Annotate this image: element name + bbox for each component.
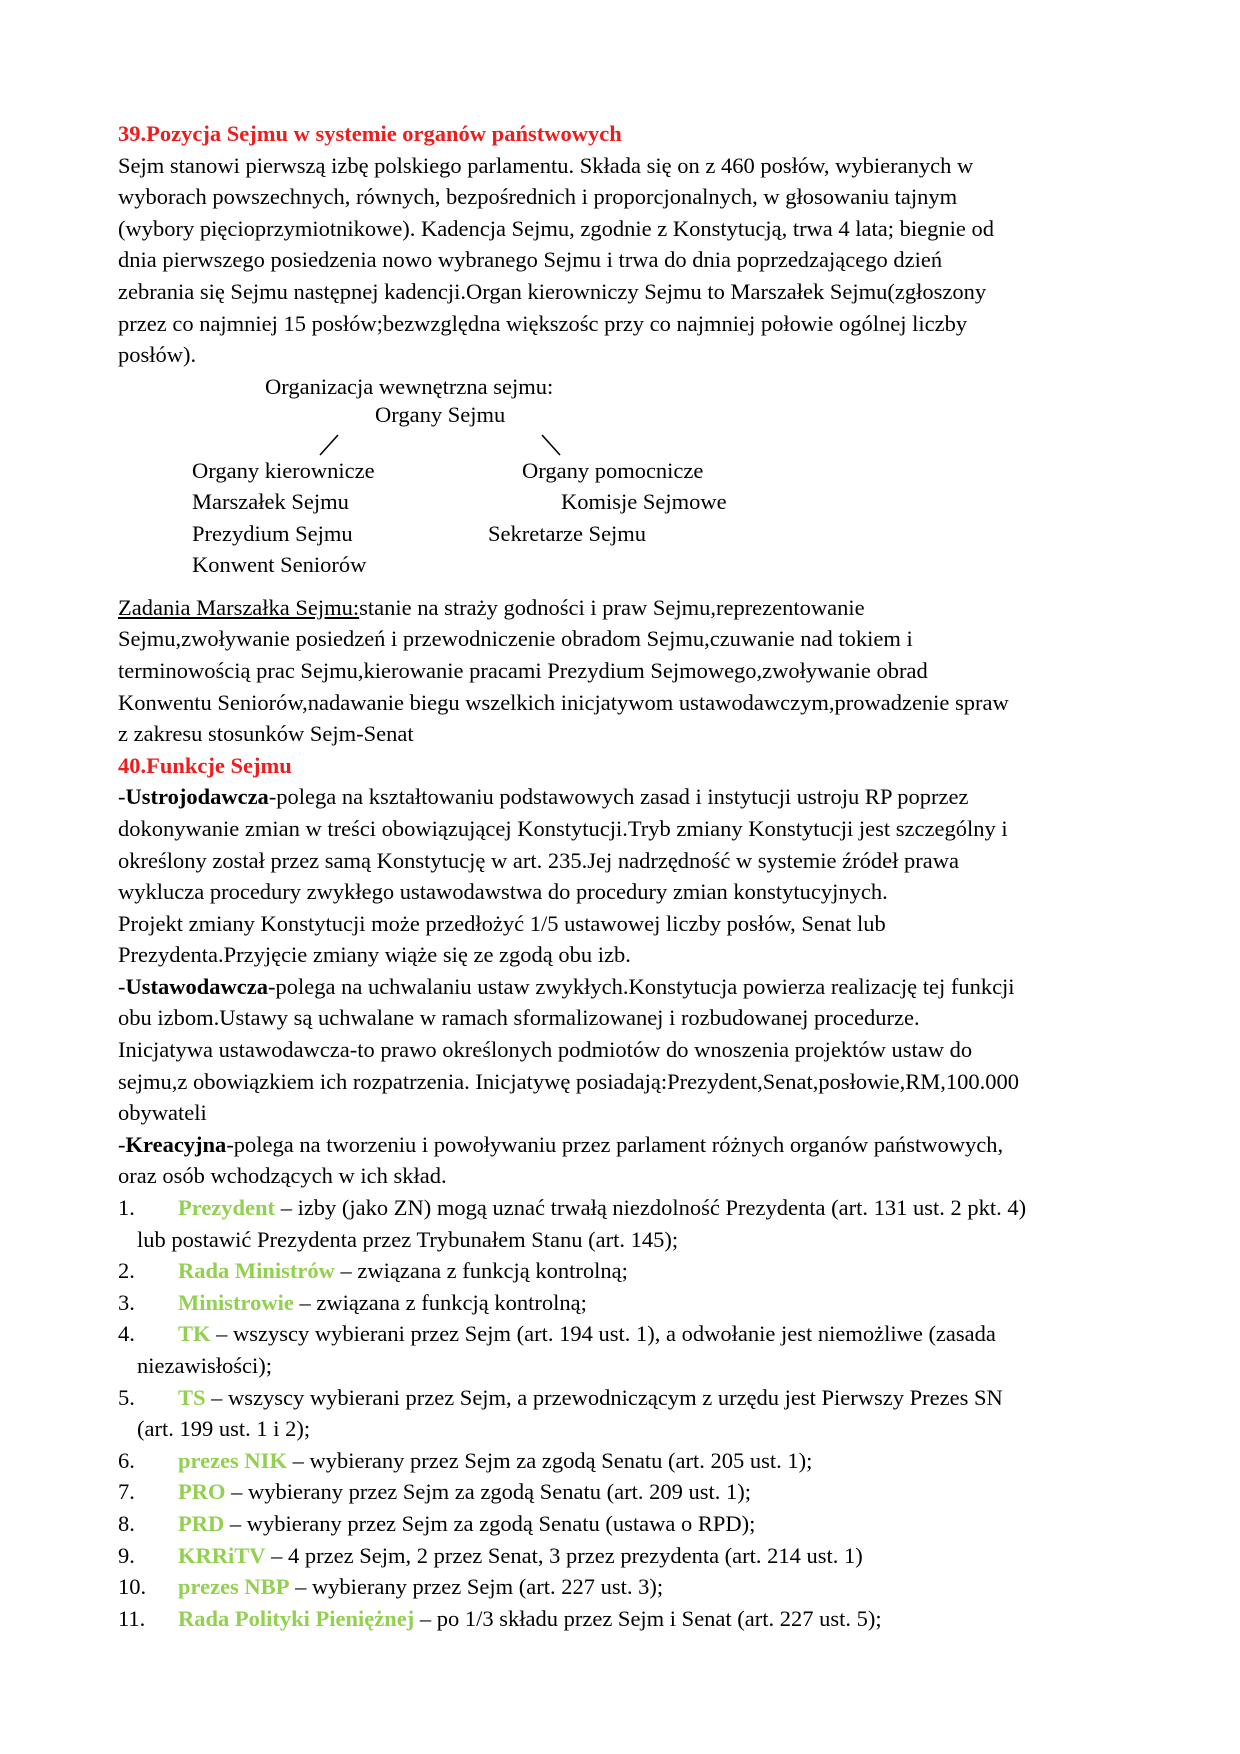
list-item-continuation: niezawisłości); — [137, 1353, 272, 1378]
org-left-item: Marszałek Sejmu — [192, 488, 349, 514]
list-item-term: prezes NIK — [178, 1447, 287, 1473]
list-item-number: 1. — [118, 1195, 135, 1221]
list-item-text: – po 1/3 składu przez Sejm i Senat (art. 227 ust. 5); — [414, 1605, 882, 1631]
list-item-continuation: (art. 199 ust. 1 i 2); — [137, 1416, 311, 1442]
paragraph-line: obu izbom.Ustawy są uchwalane w ramach sformalizowanej i rozbudowanej procedurze. — [118, 1005, 920, 1031]
org-diagram — [118, 371, 1128, 592]
paragraph-line: obywateli — [118, 1100, 207, 1126]
section-39-heading: 39.Pozycja Sejmu w systemie organów państwowych — [118, 121, 622, 146]
list-item — [118, 1508, 1128, 1540]
list-item — [118, 1540, 1128, 1572]
list-item — [118, 1476, 1128, 1508]
paragraph-line: wyborach powszechnych, równych, bezpośrednich i proporcjonalnych, w głosowaniu tajnym — [118, 184, 958, 210]
list-item — [118, 1318, 1128, 1381]
list-item — [118, 1382, 1128, 1445]
paragraph-line: dokonywanie zmian w treści obowiązującej Konstytucji.Tryb zmiany Konstytucji jest szczególny i — [118, 815, 1008, 841]
list-item-text: – wybierany przez Sejm za zgodą Senatu (art. 209 ust. 1); — [225, 1479, 751, 1505]
list-item — [118, 1287, 1128, 1319]
function-text: -polega na kształtowaniu podstawowych zasad i instytucji ustroju RP poprzez — [268, 784, 969, 810]
paragraph-line: przez co najmniej 15 posłów;bezwzględna większośc przy co najmniej połowie ogólnej liczby — [118, 310, 968, 336]
function-text: -polega na uchwalaniu ustaw zwykłych.Konstytucja powierza realizację tej funkcji — [267, 973, 1015, 999]
paragraph-line: wyklucza procedury zwykłego ustawodawstwa do procedury zmian konstytucyjnych. — [118, 879, 888, 905]
org-right-item: Komisje Sejmowe — [561, 488, 727, 514]
function-ustawodawcza — [118, 971, 1128, 1129]
list-item-term: KRRiTV — [178, 1542, 266, 1568]
function-ustrojodawcza — [118, 781, 1128, 971]
dash: - — [118, 784, 126, 810]
paragraph-line: Inicjatywa ustawodawcza-to prawo określonych podmiotów do wnoszenia projektów ustaw do — [118, 1037, 973, 1063]
paragraph-line: terminowością prac Sejmu,kierowanie pracami Prezydium Sejmowego,zwoływanie obrad — [118, 657, 928, 683]
function-kreacyjna — [118, 1129, 1128, 1192]
list-item — [118, 1445, 1128, 1477]
paragraph-line: z zakresu stosunków Sejm-Senat — [118, 721, 414, 747]
org-right-head: Organy pomocnicze — [522, 457, 704, 483]
paragraph-line: Projekt zmiany Konstytucji może przedłożyć 1/5 ustawowej liczby posłów, Senat lub — [118, 910, 886, 936]
list-item — [118, 1603, 1128, 1635]
org-left-item: Konwent Seniorów — [192, 551, 367, 577]
section-39-paragraph — [118, 150, 1128, 371]
list-item-number: 11. — [118, 1605, 146, 1631]
list-item-text: – wybierany przez Sejm (art. 227 ust. 3); — [289, 1574, 664, 1600]
marszalek-label: Zadania Marszałka Sejmu: — [118, 594, 360, 620]
document-page — [118, 118, 1128, 1634]
org-diagram-title: Organizacja wewnętrzna sejmu: — [265, 373, 554, 399]
function-term: Ustawodawcza — [125, 973, 268, 999]
organs-list — [118, 1192, 1128, 1634]
list-item-term: Ministrowie — [178, 1289, 294, 1315]
list-item-number: 8. — [118, 1510, 135, 1536]
paragraph-line: Konwentu Seniorów,nadawanie biegu wszelkich inicjatywom ustawodawczym,prowadzenie spraw — [118, 689, 1009, 715]
dash: - — [118, 973, 126, 999]
function-text: -polega na tworzeniu i powoływaniu przez parlament różnych organów państwowych, — [226, 1131, 1004, 1157]
list-item-number: 10. — [118, 1574, 147, 1600]
list-item-continuation: lub postawić Prezydenta przez Trybunałem Stanu (art. 145); — [137, 1226, 679, 1252]
list-item-term: PRD — [178, 1510, 225, 1536]
paragraph-line: (wybory pięcioprzymiotnikowe). Kadencja Sejmu, zgodnie z Konstytucją, trwa 4 lata; biegnie od — [118, 215, 994, 241]
list-item-term: Rada Ministrów — [178, 1258, 335, 1284]
list-item-number: 9. — [118, 1542, 135, 1568]
list-item-term: PRO — [178, 1479, 226, 1505]
list-item-text: – wybierany przez Sejm za zgodą Senatu (art. 205 ust. 1); — [286, 1447, 813, 1473]
list-item-text: – 4 przez Sejm, 2 przez Senat, 3 przez prezydenta (art. 214 ust. 1) — [265, 1542, 863, 1568]
list-item-text: – wszyscy wybierani przez Sejm, a przewodniczącym z urzędu jest Pierwszy Prezes SN — [205, 1384, 1003, 1410]
paragraph-line: określony został przez samą Konstytucję w art. 235.Jej nadrzędność w systemie źródeł prawa — [118, 847, 959, 873]
list-item-number: 2. — [118, 1258, 135, 1284]
org-root-node: Organy Sejmu — [375, 401, 506, 427]
org-left-head: Organy kierownicze — [192, 457, 375, 483]
list-item-term: Rada Polityki Pieniężnej — [178, 1605, 415, 1631]
org-left-item: Prezydium Sejmu — [192, 520, 353, 546]
org-right-item: Sekretarze Sejmu — [488, 520, 647, 546]
list-item-number: 7. — [118, 1479, 135, 1505]
list-item-term: Prezydent — [178, 1195, 276, 1221]
list-item-number: 6. — [118, 1447, 135, 1473]
paragraph-line: oraz osób wchodzących w ich skład. — [118, 1163, 447, 1189]
paragraph-line: posłów). — [118, 342, 197, 368]
section-40-heading: 40.Funkcje Sejmu — [118, 752, 292, 778]
list-item-text: – wybierany przez Sejm za zgodą Senatu (ustawa o RPD); — [224, 1510, 756, 1536]
list-item-term: prezes NBP — [178, 1574, 290, 1600]
paragraph-line: Prezydenta.Przyjęcie zmiany wiąże się ze zgodą obu izb. — [118, 942, 631, 968]
list-item-number: 4. — [118, 1321, 135, 1347]
dash: - — [118, 1131, 126, 1157]
list-item-term: TS — [178, 1384, 206, 1410]
list-item-text: – izby (jako ZN) mogą uznać trwałą niezdolność Prezydenta (art. 131 ust. 2 pkt. 4) — [275, 1195, 1027, 1221]
function-term: Kreacyjna — [125, 1131, 227, 1157]
list-item-number: 3. — [118, 1289, 135, 1315]
paragraph-line: sejmu,z obowiązkiem ich rozpatrzenia. Inicjatywę posiadają:Prezydent,Senat,posłowie,RM,100.000 — [118, 1068, 1019, 1094]
list-item-number: 5. — [118, 1384, 135, 1410]
paragraph-line: zebrania się Sejmu następnej kadencji.Organ kierowniczy Sejmu to Marszałek Sejmu(zgłoszony — [118, 278, 987, 304]
marszalek-paragraph — [118, 592, 1128, 750]
function-term: Ustrojodawcza — [125, 784, 269, 810]
marszalek-text: stanie na straży godności i praw Sejmu,reprezentowanie — [359, 594, 865, 620]
list-item — [118, 1571, 1128, 1603]
list-item-text: – związana z funkcją kontrolną; — [293, 1289, 587, 1315]
list-item-text: – wszyscy wybierani przez Sejm (art. 194 ust. 1), a odwołanie jest niemożliwe (zasada — [210, 1321, 996, 1347]
list-item — [118, 1192, 1128, 1255]
paragraph-line: Sejm stanowi pierwszą izbę polskiego parlamentu. Składa się on z 460 posłów, wybieranych w — [118, 152, 974, 178]
paragraph-line: Sejmu,zwoływanie posiedzeń i przewodniczenie obradom Sejmu,czuwanie nad tokiem i — [118, 626, 913, 652]
paragraph-line: dnia pierwszego posiedzenia nowo wybranego Sejmu i trwa do dnia poprzedzającego dzień — [118, 247, 943, 273]
list-item — [118, 1255, 1128, 1287]
list-item-text: – związana z funkcją kontrolną; — [334, 1258, 628, 1284]
list-item-term: TK — [178, 1321, 211, 1347]
